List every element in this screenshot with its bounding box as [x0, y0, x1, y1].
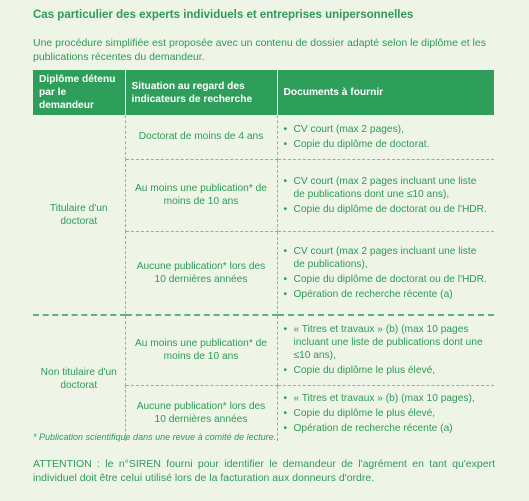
bullet-icon: •	[283, 138, 288, 150]
list-item: • « Titres et travaux » (b) (max 10 pages incluant une liste de publications dont une ≤10 ans),	[283, 324, 483, 362]
documents-list	[284, 123, 489, 151]
list-item: • « Titres et travaux » (b) (max 10 pages),	[283, 392, 475, 404]
bullet-icon: •	[283, 203, 288, 215]
list-item: • Copie du diplôme de doctorat.	[283, 138, 430, 150]
list-item: • Copie du diplôme le plus élevé,	[283, 365, 436, 377]
documents-list	[284, 392, 489, 435]
bullet-icon: •	[283, 422, 288, 434]
situation-cell: Aucune publication* lors des 10 dernières années	[125, 385, 277, 441]
bullet-icon: •	[283, 245, 288, 257]
requirements-table	[33, 70, 494, 441]
header-diploma: Diplôme détenu par le demandeur	[33, 70, 125, 115]
documents-cell	[277, 159, 494, 231]
table-header-row	[33, 70, 494, 115]
situation-cell: Doctorat de moins de 4 ans	[125, 115, 277, 159]
bullet-icon: •	[283, 365, 288, 377]
list-item: • Opération de recherche récente (a)	[283, 288, 453, 300]
header-documents: Documents à fournir	[277, 70, 494, 115]
bullet-icon: •	[283, 175, 288, 187]
bullet-icon: •	[283, 123, 288, 135]
list-item: • Copie du diplôme de doctorat ou de l'HDR.	[283, 203, 487, 215]
documents-cell	[277, 315, 494, 385]
bullet-icon: •	[283, 407, 288, 419]
documents-cell	[277, 115, 494, 159]
header-situation: Situation au regard des indicateurs de recherche	[125, 70, 277, 115]
table-row	[33, 315, 494, 385]
documents-list	[284, 323, 489, 377]
documents-list	[284, 175, 489, 216]
diploma-cell-doctorate: Titulaire d'un doctorat	[33, 115, 125, 315]
list-item: • CV court (max 2 pages),	[283, 123, 404, 135]
list-item: • Copie du diplôme le plus élevé,	[283, 407, 436, 419]
bullet-icon: •	[283, 392, 288, 404]
situation-cell: Aucune publication* lors des 10 dernières années	[125, 231, 277, 315]
situation-cell: Au moins une publication* de moins de 10 ans	[125, 159, 277, 231]
footnote: * Publication scientifique dans une revue à comité de lecture.	[33, 432, 277, 442]
documents-list	[284, 245, 489, 301]
section-title: Cas particulier des experts individuels et entreprises unipersonnelles	[33, 9, 414, 21]
intro-paragraph: Une procédure simplifiée est proposée avec un contenu de dossier adapté selon le diplôme et les publications récentes du demandeur.	[33, 37, 486, 63]
bullet-icon: •	[283, 324, 288, 336]
table-row	[33, 115, 494, 159]
attention-notice: ATTENTION : le n°SIREN fourni pour identifier le demandeur de l'agrément en tant qu'expert individuel doit être celui utilisé lors de la facturation aux donneurs d'ordre.	[33, 458, 495, 484]
list-item: • Opération de recherche récente (a)	[283, 422, 453, 434]
diploma-cell-no-doctorate: Non titulaire d'un doctorat	[33, 315, 125, 441]
situation-cell: Au moins une publication* de moins de 10 ans	[125, 315, 277, 385]
list-item: • CV court (max 2 pages incluant une liste de publications),	[283, 245, 477, 270]
list-item: • Copie du diplôme de doctorat ou de l'HDR.	[283, 273, 487, 285]
bullet-icon: •	[283, 273, 288, 285]
bullet-icon: •	[283, 288, 288, 300]
list-item: • CV court (max 2 pages incluant une liste de publications dont une ≤10 ans),	[283, 175, 477, 200]
documents-cell	[277, 231, 494, 315]
